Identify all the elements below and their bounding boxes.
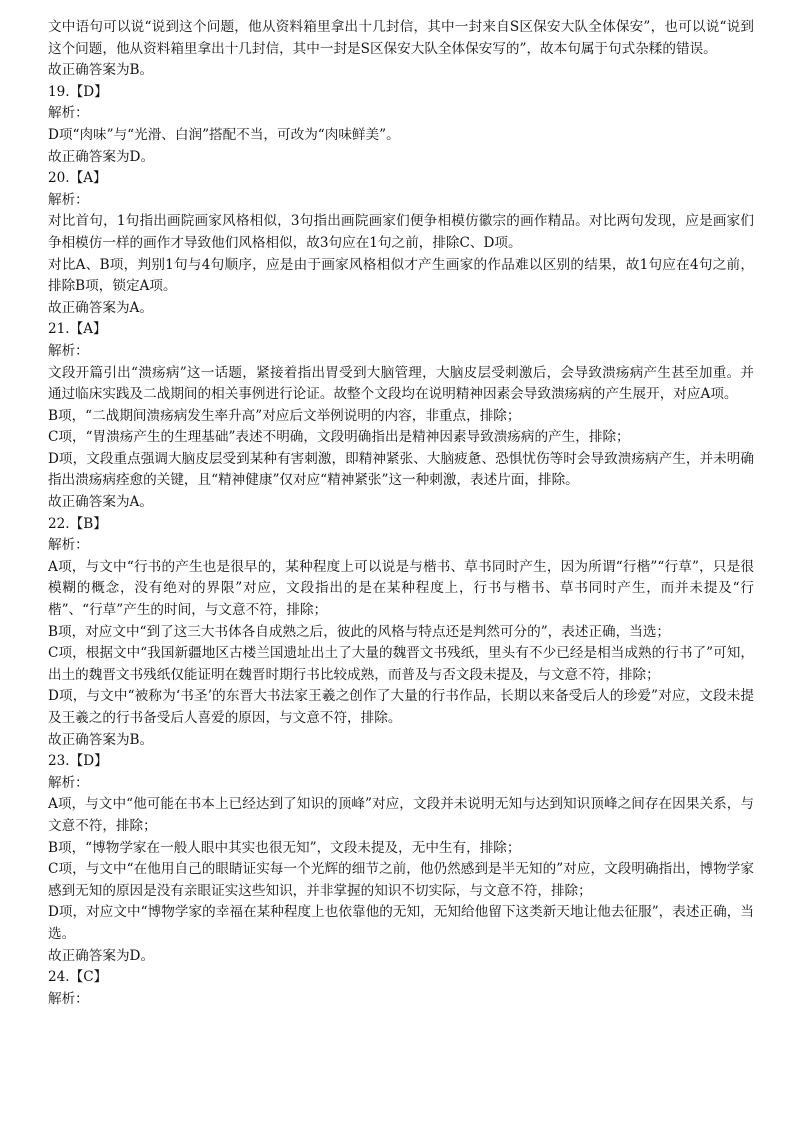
paragraph: C项，“胃溃疡产生的生理基础”表述不明确，文段明确指出是精神因素导致溃疡病的产生，排除； <box>48 429 630 446</box>
paragraph: 文中语句可以说“说到这个问题，他从资料箱里拿出十几封信，其中一封来自S区保安大队全体保安”，也可以说“说到这个问题，他从资料箱里拿出十几封信，其中一封是S区保安大队全体保安写的”，故本句属于句式杂糅的错误。 <box>48 19 754 57</box>
analysis-label: 解析： <box>48 774 89 791</box>
analysis-label: 解析： <box>48 990 89 1007</box>
analysis-label: 解析： <box>48 342 89 359</box>
question-number: 22.【B】 <box>48 515 107 532</box>
paragraph: 文段开篇引出“溃疡病”这一话题，紧接着指出胃受到大脑管理，大脑皮层受刺激后，会导致溃疡病产生甚至加重。并通过临床实践及二战期间的相关事例进行论证。故整个文段均在说明精神因素会导致溃疡病的产生展开，对应A项。 <box>48 364 754 403</box>
paragraph: 对比首句，1句指出画院画家风格相似，3句指出画院画家们便争相模仿徽宗的画作精品。对比两句发现，应是画家们争相模仿一样的画作才导致他们风格相似，故3句应在1句之前，排除C、D项。 <box>48 213 754 251</box>
paragraph: 故正确答案为B。 <box>48 62 154 79</box>
paragraph: C项，与文中“在他用自己的眼睛证实每一个光辉的细节之前，他仍然感到是半无知的”对应，文段明确指出，博物学家感到无知的原因是没有亲眼证实这些知识，并非掌握的知识不切实际，与文意不符，排除； <box>48 861 754 899</box>
paragraph: B项，“博物学家在一般人眼中其实也很无知”，文段未提及，无中生有，排除； <box>48 839 521 856</box>
paragraph: C项，根据文中“我国新疆地区古楼兰国遗址出土了大量的魏晋文书残纸，里头有不少已经是相当成熟的行书了”可知，出土的魏晋文书残纸仅能证明在魏晋时期行书比较成熟，而普及与否文段未提及，与文意不符，排除； <box>48 645 754 683</box>
paragraph: 故正确答案为D。 <box>48 947 155 964</box>
question-number: 20.【A】 <box>48 170 107 187</box>
question-number: 24.【C】 <box>48 969 108 986</box>
question-number: 19.【D】 <box>48 83 108 100</box>
paragraph: D项，对应文中“博物学家的幸福在某种程度上也依靠他的无知，无知给他留下这类新天地让他去征服”，表述正确，当选。 <box>48 904 754 942</box>
paragraph: 故正确答案为D。 <box>48 148 155 165</box>
paragraph: 故正确答案为A。 <box>48 494 153 511</box>
question-number: 23.【D】 <box>48 753 108 770</box>
question-number: 21.【A】 <box>48 321 107 338</box>
answer-explanations <box>48 17 754 1010</box>
paragraph: A项，与文中“行书的产生也是很早的，某种程度上可以说是与楷书、草书同时产生，因为所谓“行楷”“行草”，只是很模糊的概念，没有绝对的界限”对应，文段指出的是在某种程度上，行书与楷书、草书同时产生，而并未提及“行楷”、“行草”产生的时间，与文意不符，排除； <box>48 558 754 619</box>
paragraph: 故正确答案为B。 <box>48 731 154 748</box>
paragraph: D项“肉味”与“光滑、白润”搭配不当，可改为“肉味鲜美”。 <box>48 126 400 143</box>
analysis-label: 解析： <box>48 191 89 208</box>
paragraph: D项，文段重点强调大脑皮层受到某种有害刺激，即精神紧张、大脑疲惫、恐惧忧伤等时会导致溃疡病产生，并未明确指出溃疡病痊愈的关键，且“精神健康”仅对应“精神紧张”这一种刺激，表述片面，排除。 <box>48 450 754 489</box>
paragraph: B项，对应文中“到了这三大书体各自成熟之后，彼此的风格与特点还是判然可分的”，表述正确，当选； <box>48 623 671 640</box>
paragraph: 故正确答案为A。 <box>48 299 153 316</box>
paragraph: 对比A、B项，判别1句与4句顺序，应是由于画家风格相似才产生画家的作品难以区别的结果，故1句应在4句之前，排除B项，锁定A项。 <box>48 256 754 295</box>
analysis-label: 解析： <box>48 105 89 122</box>
paragraph: D项，与文中“被称为‘书圣’的东晋大书法家王羲之创作了大量的行书作品，长期以来备受后人的珍爱”对应，文段未提及王羲之的行书备受后人喜爱的原因，与文意不符，排除。 <box>48 688 754 726</box>
paragraph: A项，与文中“他可能在书本上已经达到了知识的顶峰”对应，文段并未说明无知与达到知识顶峰之间存在因果关系，与文意不符，排除； <box>48 796 754 834</box>
paragraph: B项，“二战期间溃疡病发生率升高”对应后文举例说明的内容，非重点，排除； <box>48 407 521 424</box>
analysis-label: 解析： <box>48 537 89 554</box>
